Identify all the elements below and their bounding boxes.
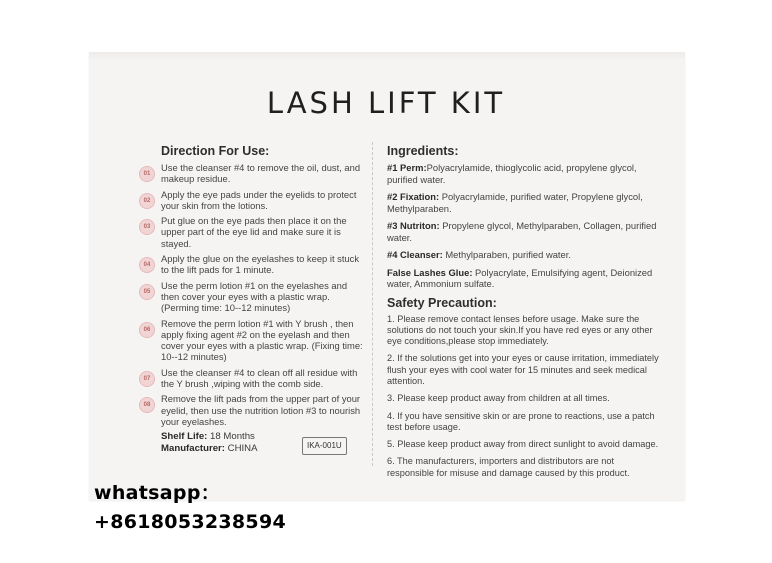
direction-step bbox=[137, 189, 363, 212]
directions-heading: Direction For Use: bbox=[161, 144, 270, 158]
direction-step bbox=[137, 280, 363, 314]
step-number-badge: 06 bbox=[139, 322, 155, 338]
step-text: Apply the glue on the eyelashes to keep it stuck to the lift pads for 1 minute. bbox=[161, 253, 360, 276]
direction-step bbox=[137, 215, 363, 249]
right-column bbox=[387, 144, 663, 485]
manufacturer-value: CHINA bbox=[227, 443, 258, 455]
direction-step bbox=[137, 253, 363, 276]
ingredient-item bbox=[387, 191, 663, 214]
safety-item: 3. Please keep product away from children at all times. bbox=[387, 393, 610, 404]
ingredient-text: Polyacrylamide, thioglycolic acid, propylene glycol, purified water. bbox=[387, 162, 637, 185]
ingredient-label: False Lashes Glue: bbox=[387, 266, 473, 278]
step-number-badge: 02 bbox=[139, 193, 155, 209]
shelf-life-value: 18 Months bbox=[210, 431, 255, 443]
shelf-life-label: Shelf Life: bbox=[161, 431, 208, 443]
step-number-badge: 03 bbox=[139, 219, 155, 235]
ingredient-text: Polyacrylate, Emulsifying agent, Deionized water, Ammonium sulfate. bbox=[387, 266, 653, 289]
step-number-badge: 04 bbox=[139, 257, 155, 273]
direction-step bbox=[137, 367, 363, 390]
direction-step bbox=[137, 318, 363, 363]
step-number-badge: 05 bbox=[139, 284, 155, 300]
ingredient-text: Polyacrylamide, purified water, Propylene glycol, Methylparaben. bbox=[387, 191, 643, 214]
ingredient-label: #4 Cleanser: bbox=[387, 249, 443, 260]
step-text: Apply the eye pads under the eyelids to protect your skin from the lotions. bbox=[161, 188, 357, 211]
whatsapp-label: whatsapp： bbox=[94, 482, 221, 504]
step-text: Remove the lift pads from the upper part of your eyelid, then use the nutrition lotion #3 to nourish your eyelashes. bbox=[161, 393, 361, 427]
product-title: LASH LIFT KIT bbox=[266, 86, 506, 120]
step-text: Use the perm lotion #1 on the eyelashes and then cover your eyes with a plastic wrap. (Perming time: 10--12 minutes) bbox=[161, 279, 348, 314]
step-text: Use the cleanser #4 to remove the oil, dust, and makeup residue. bbox=[161, 162, 361, 185]
manufacturer-label: Manufacturer: bbox=[161, 443, 225, 455]
step-text: Remove the perm lotion #1 with Y brush , then apply fixing agent #2 on the eyelash and then cover your eyes with a plastic wrap. (Fixing time: 10--12 minutes) bbox=[161, 317, 363, 363]
ingredient-item bbox=[387, 162, 663, 185]
safety-item: 1. Please remove contact lenses before usage. Make sure the solutions do not touch your skin.If you have red eyes or any other eye conditions,please stop immediately. bbox=[387, 313, 653, 347]
ingredient-item bbox=[387, 249, 663, 261]
product-code-badge: IKA-001U bbox=[302, 437, 347, 455]
step-number-badge: 01 bbox=[139, 166, 155, 182]
ingredient-item bbox=[387, 220, 663, 243]
ingredient-label: #2 Fixation: bbox=[387, 191, 440, 202]
direction-step bbox=[137, 393, 363, 427]
ingredient-text: Methylparaben, purified water. bbox=[442, 249, 571, 260]
step-text: Put glue on the eye pads then place it on the upper part of the eye lid and make sure it is stayed. bbox=[161, 215, 347, 249]
direction-step bbox=[137, 162, 363, 185]
ingredient-label: #3 Nutriton: bbox=[387, 220, 440, 231]
column-divider bbox=[372, 142, 373, 466]
box-top-edge bbox=[89, 52, 685, 60]
safety-item: 2. If the solutions get into your eyes or cause irritation, immediately flush your eyes with cool water for 15 minutes and seek medical attention. bbox=[387, 353, 659, 386]
safety-item: 4. If you have sensitive skin or are prone to reactions, use a patch test before usage. bbox=[387, 410, 655, 432]
step-number-badge: 07 bbox=[139, 371, 155, 387]
product-meta bbox=[137, 431, 363, 455]
safety-heading: Safety Precaution: bbox=[387, 295, 497, 310]
whatsapp-phone: +8618053238594 bbox=[94, 511, 286, 533]
safety-item: 6. The manufacturers, importers and distributors are not responsible for misuse and damage caused by this product. bbox=[387, 456, 630, 478]
step-number-badge: 08 bbox=[139, 397, 155, 413]
step-text: Use the cleanser #4 to clean off all residue with the Y brush ,wiping with the comb side. bbox=[161, 366, 358, 390]
ingredients-heading: Ingredients: bbox=[387, 144, 459, 158]
ingredient-item bbox=[387, 267, 663, 290]
safety-item: 5. Please keep product away from direct sunlight to avoid damage. bbox=[387, 439, 659, 450]
directions-section bbox=[137, 144, 363, 455]
ingredient-text: Propylene glycol, Methylparaben, Collagen, purified water. bbox=[387, 220, 657, 243]
ingredient-label: #1 Perm: bbox=[387, 162, 427, 173]
